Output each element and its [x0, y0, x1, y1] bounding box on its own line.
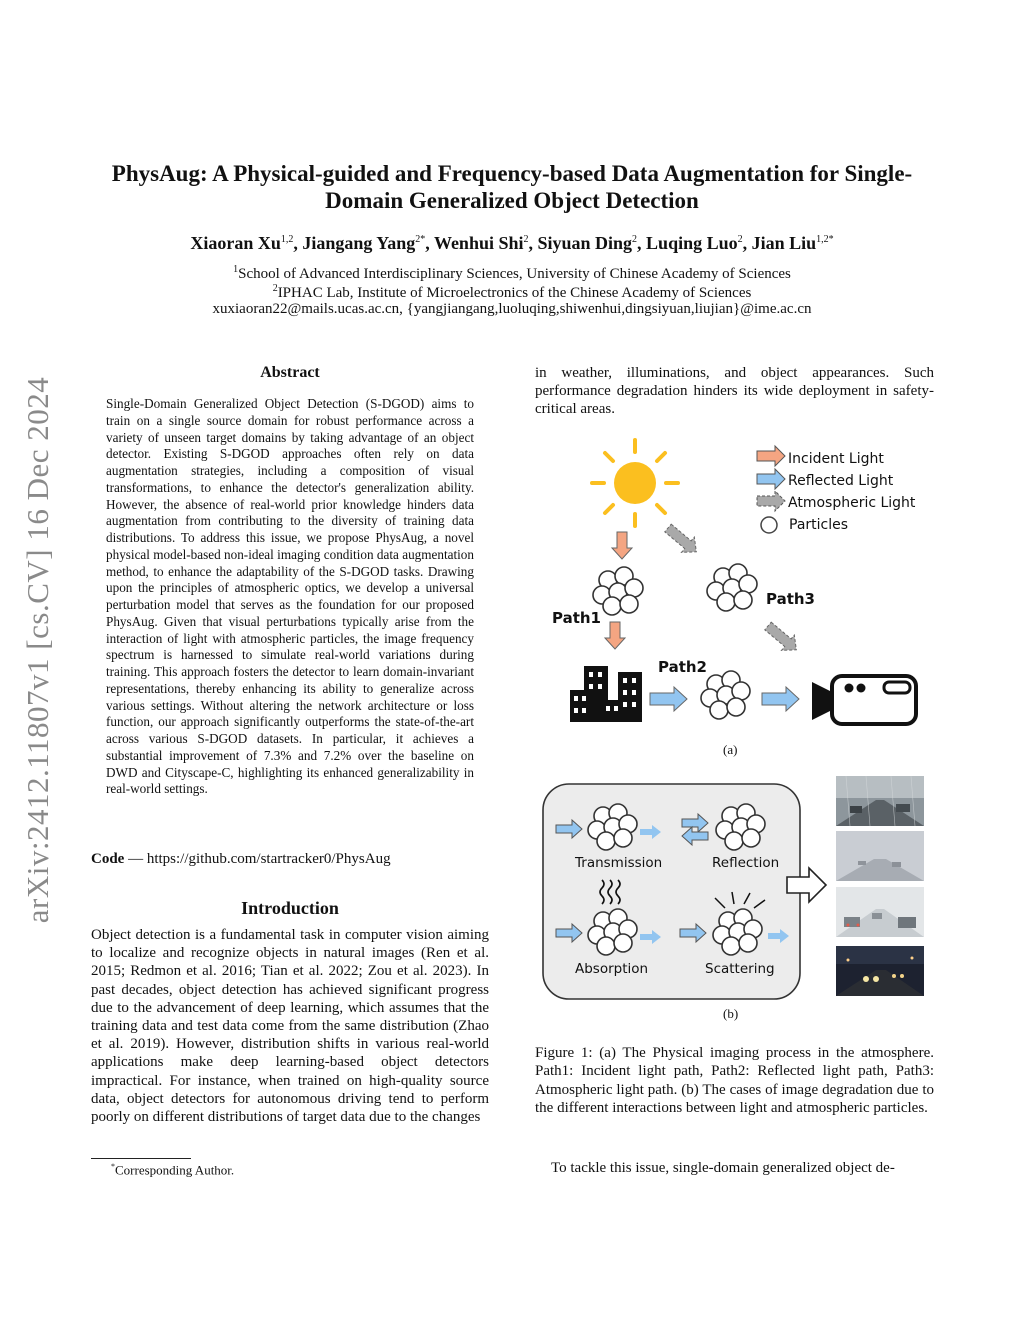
legend-particles: Particles	[789, 517, 849, 533]
paper-title: PhysAug: A Physical-guided and Frequency-based Data Augmentation for Single-Domain Generalized Object Detection	[111, 161, 913, 213]
author: Wenhui Shi	[433, 233, 524, 253]
footnote-rule	[91, 1158, 191, 1159]
buildings-icon	[570, 666, 642, 722]
incident-arrow-icon	[605, 622, 625, 649]
affiliation-1: $^1$School of Advanced Interdisciplinary Sciences, University of Chinese Academy of Sciences	[233, 264, 791, 282]
figure-a	[540, 430, 934, 730]
sun-icon	[592, 440, 678, 526]
night-road-photo	[836, 946, 924, 996]
right-column-text: in weather, illuminations, and object appearances. Such performance degradation hinders its wide deployment in safety-critical areas.	[535, 365, 934, 418]
particle-icon	[761, 517, 777, 533]
author: Xiaoran Xu	[190, 233, 281, 253]
legend-atmospheric: Atmospheric Light	[788, 495, 916, 511]
arxiv-stamp: arXiv:2412.11807v1 [cs.CV] 16 Dec 2024	[20, 376, 55, 924]
atmospheric-arrow-icon	[662, 520, 703, 559]
incident-light-arrow-icon	[757, 446, 785, 466]
incident-arrow-icon	[612, 532, 632, 559]
right-column-continued-text: To tackle this issue, single-domain generalized object de-	[551, 1160, 895, 1176]
path3-label: Path3	[766, 590, 815, 608]
figure-a-sublabel: (a)	[723, 742, 738, 757]
snowy-road-photo	[836, 887, 924, 937]
author: Jiangang Yang	[302, 233, 416, 253]
author: Jian Liu	[751, 233, 817, 253]
abstract-text: Single-Domain Generalized Object Detection (S-DGOD) aims to train on a single source domain for robust performance across a variety of unseen target domains by taking advantage of an object detector. Existing S-DGOD approaches often rely on data augmentation strategies, including a composition of visual transformations, to enhance the detector's generalization ability. However, the absence of real-world prior knowledge hinders data augmentation from contributing to the diversity of training data distributions. To address this issue, we propose PhysAug, a novel physical model-based non-ideal imaging condition data augmentation method, to enhance the adaptability of the S-DGOD tasks. Drawing upon the principles of atmospheric optics, we develop a universal perturbation model that serves as the foundation for our proposed PhysAug. Given that visual perturbations typically arise from the interaction of light with atmospheric particles, the image frequency spectrum is harnessed to simulate real-world variations during training. This approach fosters the detector to learn domain-invariant representations, thereby enhancing its ability to generalize across various settings. Without altering the network architecture or loss function, our approach significantly outperforms the state-of-the-art across various S-DGOD datasets. In particular, it achieves a substantial improvement of 7.3% and 7.2% over the baseline on DWD and Cityscape-C, highlighting its enhanced generalizability in real-world settings.	[106, 396, 474, 797]
legend-reflected: Reflected Light	[788, 473, 894, 489]
path2-label: Path2	[658, 658, 707, 676]
atmospheric-light-arrow-icon	[757, 491, 785, 511]
atmospheric-arrow-icon	[762, 618, 803, 657]
abstract-heading: Abstract	[260, 364, 320, 381]
reflection-label: Reflection	[712, 855, 780, 871]
figure-b	[540, 776, 840, 1004]
particle-cluster-icon	[701, 671, 750, 719]
figure-caption: Figure 1: (a) The Physical imaging process in the atmosphere. Path1: Incident light path, Path2: Reflected light path, Path3: Atmospheric light path. (b) The cases of image degradation due to the different interactions between light and atmospheric particles.	[535, 1045, 934, 1116]
figure-b-sublabel: (b)	[723, 1006, 739, 1021]
code-link[interactable]: https://github.com/startracker0/PhysAug	[146, 851, 391, 867]
author: Siyuan Ding	[537, 233, 633, 253]
particle-cluster-icon	[707, 564, 757, 611]
foggy-road-photo	[836, 831, 924, 881]
path1-label: Path1	[552, 609, 601, 627]
scattering-label: Scattering	[705, 961, 775, 977]
reflected-arrow-icon	[762, 687, 799, 711]
affiliation-2: $^2$IPHAC Lab, Institute of Microelectronics of the Chinese Academy of Sciences	[272, 283, 752, 301]
camera-icon	[812, 676, 916, 724]
particle-cluster-icon	[593, 567, 643, 615]
author-list: Xiaoran Xu$^{1,2}$, Jiangang Yang$^{2*}$, Wenhui Shi$^2$, Siyuan Ding$^2$, Luqing Luo$^2$, Jian Liu$^{1,2*}$	[190, 233, 834, 253]
introduction-heading: Introduction	[241, 898, 339, 918]
code-line: Code — https://github.com/startracker0/PhysAug	[91, 851, 391, 867]
footnote: *Corresponding Author.	[111, 1162, 235, 1178]
reflected-arrow-icon	[650, 687, 687, 711]
rainy-road-photo	[836, 776, 924, 826]
transmission-label: Transmission	[575, 855, 663, 871]
absorption-label: Absorption	[575, 961, 649, 977]
author-emails: xuxiaoran22@mails.ucas.ac.cn, {yangjiangang,luoluqing,shiwenhui,dingsiyuan,liujian}@ime.ac.cn	[212, 301, 812, 317]
introduction-text: Object detection is a fundamental task in computer vision aiming to localize and recognize objects in natural images (Ren et al. 2015; Redmon et al. 2016; Tian et al. 2022; Zou et al. 2023). In past decades, object detection has achieved significant progress due to the advancement of deep learning, which assumes that the training data and test data come from the same distribution (Zhao et al. 2019). However, distribution shifts in various real-world applications make deep learning-based object detectors impractical. For instance, when trained on high-quality source data, object detectors for autonomous driving tend to perform poorly on different distributions of target data due to the changes	[91, 927, 489, 1126]
reflected-light-arrow-icon	[757, 469, 785, 489]
legend	[757, 446, 916, 533]
legend-incident: Incident Light	[788, 451, 884, 467]
author: Luqing Luo	[646, 233, 738, 253]
